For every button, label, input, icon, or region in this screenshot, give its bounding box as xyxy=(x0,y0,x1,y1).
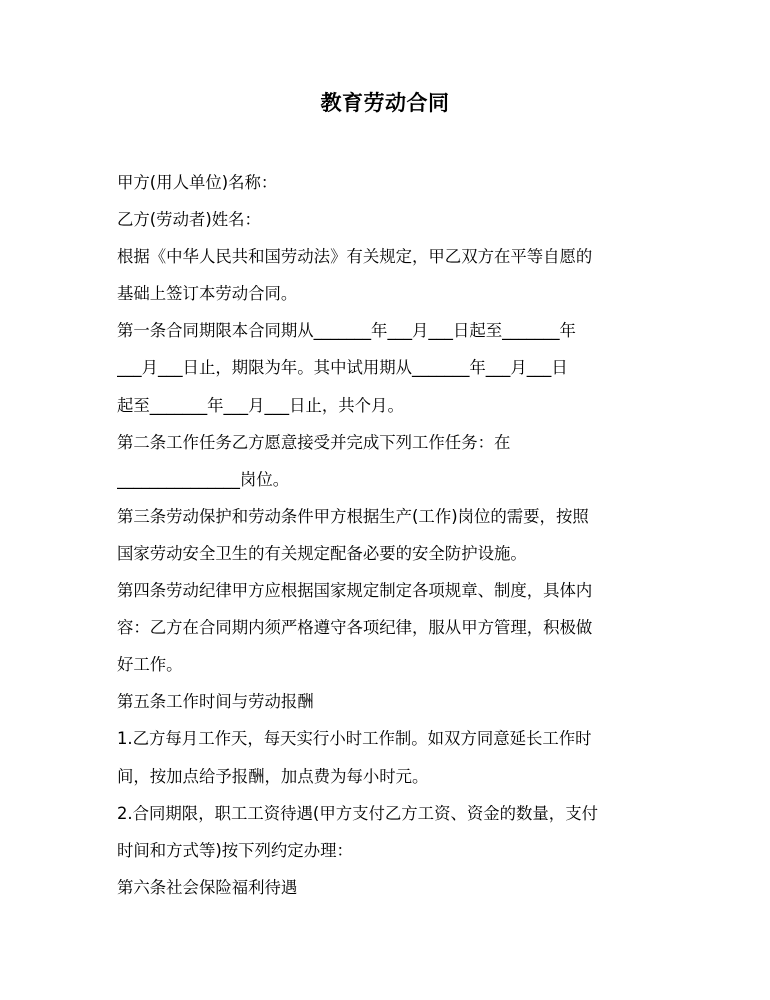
article-1-line: 第一条合同期限本合同期从_______年___月___日起至_______年 xyxy=(117,321,576,341)
article-1-line: ___月___日止，期限为年。其中试用期从_______年___月___日 xyxy=(117,358,568,378)
article-5-heading: 第五条工作时间与劳动报酬 xyxy=(117,692,314,712)
article-5-item-2-line: 时间和方式等)按下列约定办理： xyxy=(117,840,353,860)
article-4-line: 容：乙方在合同期内须严格遵守各项纪律，服从甲方管理，积极做 xyxy=(117,618,593,638)
party-b-line: 乙方(劳动者)姓名： xyxy=(117,210,261,230)
article-5-item-1-line: 间，按加点给予报酬，加点费为每小时元。 xyxy=(117,766,429,786)
preamble-line: 基础上签订本劳动合同。 xyxy=(117,284,298,304)
article-2-line: _______________岗位。 xyxy=(117,469,290,489)
article-5-item-2-line: 2.合同期限，职工工资待遇(甲方支付乙方工资、资金的数量，支付 xyxy=(117,803,598,823)
article-1-line: 起至_______年___月___日止，共个月。 xyxy=(117,395,404,415)
article-4-line: 好工作。 xyxy=(117,655,183,675)
document-title: 教育劳动合同 xyxy=(320,91,450,115)
preamble-line: 根据《中华人民共和国劳动法》有关规定，甲乙双方在平等自愿的 xyxy=(117,247,593,267)
article-6-heading: 第六条社会保险福利待遇 xyxy=(117,877,298,897)
article-5-item-1-line: 1.乙方每月工作天，每天实行小时工作制。如双方同意延长工作时 xyxy=(117,729,592,749)
article-3-line: 第三条劳动保护和劳动条件甲方根据生产(工作)岗位的需要，按照 xyxy=(117,506,589,526)
article-3-line: 国家劳动安全卫生的有关规定配备必要的安全防护设施。 xyxy=(117,543,527,563)
party-a-line: 甲方(用人单位)名称： xyxy=(117,173,278,192)
article-2-line: 第二条工作任务乙方愿意接受并完成下列工作任务：在 xyxy=(117,432,511,452)
article-4-line: 第四条劳动纪律甲方应根据国家规定制定各项规章、制度，具体内 xyxy=(117,581,593,601)
document-body xyxy=(117,164,647,906)
